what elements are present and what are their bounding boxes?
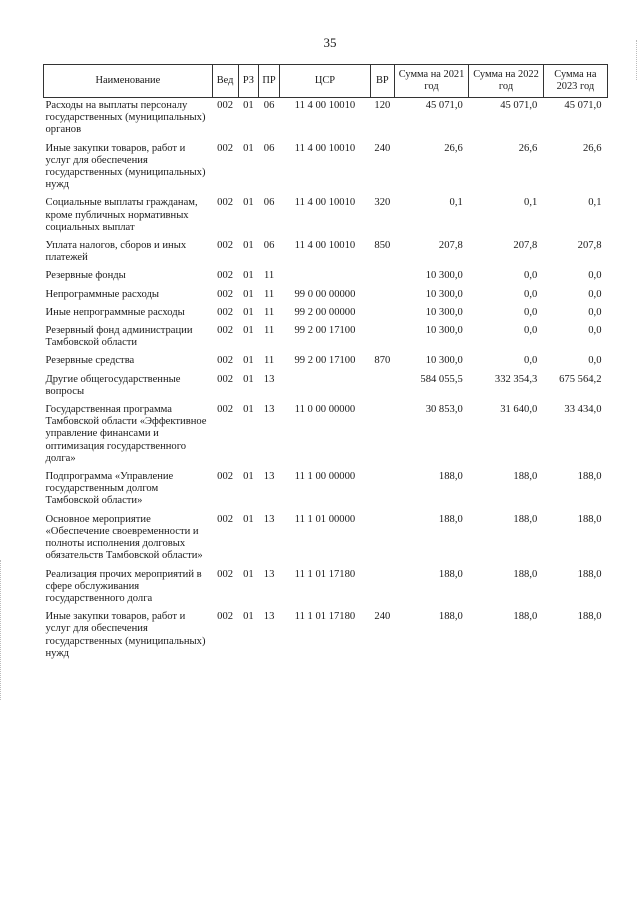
header-rz: РЗ (238, 65, 259, 98)
cell-ved: 002 (217, 355, 234, 367)
cell-sum-2022: 188,0 (513, 611, 538, 623)
cell-rz: 01 (243, 568, 254, 580)
cell-pr: 11 (263, 288, 275, 300)
cell-csr: 11 1 01 17180 (294, 568, 356, 580)
cell-sum-2022: 45 071,0 (500, 100, 538, 111)
cell-sum-2022: 0,1 (524, 197, 538, 209)
table-row (44, 287, 608, 305)
cell-vr: 240 (374, 142, 391, 154)
cell-sum-2023: 0,0 (588, 288, 602, 300)
cell-sum-2023: 675 564,2 (559, 373, 602, 385)
cell-rz: 01 (243, 611, 254, 623)
cell-vr (370, 287, 394, 305)
header-2021: Сумма на 2021 год (394, 65, 469, 98)
cell-sum-2021: 45 071,0 (425, 100, 463, 111)
cell-sum-2021: 584 055,5 (420, 373, 463, 385)
cell-rz: 01 (243, 142, 254, 154)
cell-pr: 06 (263, 100, 275, 111)
table-row (44, 353, 608, 371)
header-2023: Сумма на 2023 год (543, 65, 607, 98)
cell-vr (370, 305, 394, 323)
cell-sum-2022: 0,0 (524, 270, 538, 282)
cell-sum-2023: 188,0 (577, 513, 602, 525)
cell-pr: 13 (263, 373, 275, 385)
cell-rz: 01 (243, 513, 254, 525)
cell-sum-2022: 188,0 (513, 471, 538, 483)
cell-pr: 11 (263, 325, 275, 337)
cell-sum-2021: 30 853,0 (425, 404, 463, 416)
cell-sum-2021: 188,0 (438, 471, 463, 483)
cell-vr (370, 323, 394, 353)
cell-ved: 002 (217, 100, 234, 111)
cell-sum-2023: 0,1 (588, 197, 602, 209)
page-number: 35 (323, 35, 337, 50)
cell-ved: 002 (217, 513, 234, 525)
cell-sum-2023: 188,0 (577, 471, 602, 483)
cell-vr (370, 469, 394, 512)
cell-sum-2021: 188,0 (438, 611, 463, 623)
cell-name: Резервные фонды (45, 270, 126, 282)
cell-pr: 06 (263, 142, 275, 154)
cell-csr: 11 1 01 00000 (294, 513, 356, 525)
header-ved: Вед (212, 65, 238, 98)
cell-rz: 01 (243, 471, 254, 483)
cell-ved: 002 (217, 471, 234, 483)
cell-sum-2021: 10 300,0 (425, 325, 463, 337)
cell-ved: 002 (217, 142, 234, 154)
cell-sum-2022: 188,0 (513, 513, 538, 525)
cell-name: Иные закупки товаров, работ и услуг для обеспечения государственных (муниципальных) нужд (45, 142, 206, 191)
table-row (44, 372, 608, 402)
cell-rz: 01 (243, 270, 254, 282)
cell-name: Реализация прочих мероприятий в сфере обслуживания государственного долга (45, 568, 202, 604)
cell-vr: 240 (374, 611, 391, 623)
cell-sum-2023: 0,0 (588, 355, 602, 367)
cell-name: Другие общегосударственные вопросы (45, 373, 181, 397)
cell-name: Непрограммные расходы (45, 288, 159, 300)
cell-pr: 06 (263, 197, 275, 209)
cell-csr: 11 1 00 00000 (294, 471, 356, 483)
cell-name: Основное мероприятие «Обеспечение своевременности и полноты исполнения долговых обязательств Тамбовской области» (45, 513, 203, 562)
cell-ved: 002 (217, 288, 234, 300)
cell-vr (370, 567, 394, 610)
cell-ved: 002 (217, 240, 234, 252)
cell-rz: 01 (243, 404, 254, 416)
cell-name: Подпрограмма «Управление государственным долгом Тамбовской области» (45, 471, 174, 507)
cell-name: Резервные средства (45, 355, 135, 367)
cell-name: Расходы на выплаты персоналу государственных (муниципальных) органов (45, 100, 206, 136)
header-csr: ЦСР (279, 65, 370, 98)
cell-pr: 11 (263, 355, 275, 367)
cell-vr: 850 (374, 240, 391, 252)
scan-edge-mark (0, 560, 2, 700)
cell-sum-2021: 0,1 (449, 197, 463, 209)
cell-sum-2021: 10 300,0 (425, 355, 463, 367)
cell-sum-2022: 31 640,0 (500, 404, 538, 416)
cell-rz: 01 (243, 288, 254, 300)
table-row (44, 469, 608, 512)
cell-vr: 320 (374, 197, 391, 209)
cell-csr: 99 2 00 00000 (294, 306, 356, 318)
cell-csr (279, 372, 370, 402)
cell-name: Иные закупки товаров, работ и услуг для обеспечения государственных (муниципальных) нужд (45, 611, 206, 659)
cell-ved: 002 (217, 568, 234, 580)
cell-csr: 11 1 01 17180 (294, 611, 356, 623)
cell-sum-2023: 0,0 (588, 270, 602, 282)
cell-rz: 01 (243, 197, 254, 209)
table-row (44, 609, 608, 664)
cell-pr: 11 (263, 306, 275, 318)
cell-pr: 11 (263, 270, 275, 282)
cell-name: Уплата налогов, сборов и иных платежей (45, 240, 187, 264)
cell-sum-2021: 10 300,0 (425, 306, 463, 318)
cell-sum-2023: 0,0 (588, 325, 602, 337)
header-pr: ПР (259, 65, 280, 98)
cell-sum-2023: 45 071,0 (564, 100, 602, 111)
cell-sum-2021: 207,8 (438, 240, 463, 252)
cell-sum-2023: 207,8 (577, 240, 602, 252)
table-row (44, 98, 608, 141)
cell-sum-2021: 188,0 (438, 568, 463, 580)
cell-sum-2021: 10 300,0 (425, 288, 463, 300)
cell-pr: 13 (263, 611, 275, 623)
cell-sum-2022: 0,0 (524, 288, 538, 300)
cell-rz: 01 (243, 100, 254, 111)
cell-sum-2021: 10 300,0 (425, 270, 463, 282)
table-row (44, 512, 608, 567)
cell-ved: 002 (217, 404, 234, 416)
header-2022: Сумма на 2022 год (469, 65, 544, 98)
cell-rz: 01 (243, 306, 254, 318)
table-row (44, 195, 608, 238)
cell-sum-2022: 207,8 (513, 240, 538, 252)
cell-csr: 11 4 00 10010 (294, 197, 356, 209)
cell-sum-2022: 0,0 (524, 355, 538, 367)
cell-ved: 002 (217, 373, 234, 385)
cell-name: Социальные выплаты гражданам, кроме публичных нормативных социальных выплат (45, 197, 198, 233)
table-row (44, 567, 608, 610)
cell-csr: 99 0 00 00000 (294, 288, 356, 300)
cell-csr (279, 268, 370, 286)
cell-sum-2022: 188,0 (513, 568, 538, 580)
table-row (44, 238, 608, 268)
cell-name: Резервный фонд администрации Тамбовской области (45, 325, 193, 349)
cell-name: Государственная программа Тамбовской области «Эффективное управление финансами и оптимизация государственного долга» (45, 404, 207, 464)
cell-vr (370, 512, 394, 567)
cell-sum-2021: 26,6 (444, 142, 463, 154)
budget-table (43, 64, 608, 664)
cell-pr: 13 (263, 471, 275, 483)
cell-vr (370, 402, 394, 469)
cell-sum-2023: 33 434,0 (564, 404, 602, 416)
table-row (44, 305, 608, 323)
table-row (44, 402, 608, 469)
header-vr: ВР (370, 65, 394, 98)
cell-vr: 120 (374, 100, 391, 111)
cell-rz: 01 (243, 373, 254, 385)
cell-vr: 870 (374, 355, 391, 367)
cell-ved: 002 (217, 306, 234, 318)
cell-rz: 01 (243, 355, 254, 367)
cell-sum-2022: 0,0 (524, 325, 538, 337)
cell-ved: 002 (217, 325, 234, 337)
cell-name: Иные непрограммные расходы (45, 306, 185, 318)
cell-pr: 13 (263, 568, 275, 580)
cell-sum-2022: 332 354,3 (494, 373, 538, 385)
table-header-row (44, 65, 608, 98)
table-row (44, 268, 608, 286)
cell-ved: 002 (217, 611, 234, 623)
table-row (44, 323, 608, 353)
cell-vr (370, 268, 394, 286)
cell-pr: 13 (263, 404, 275, 416)
scan-corner-mark (636, 40, 638, 80)
cell-sum-2023: 0,0 (588, 306, 602, 318)
cell-csr: 11 4 00 10010 (294, 240, 356, 252)
cell-sum-2023: 188,0 (577, 568, 602, 580)
cell-csr: 11 0 00 00000 (294, 404, 356, 416)
cell-sum-2022: 0,0 (524, 306, 538, 318)
cell-sum-2023: 188,0 (577, 611, 602, 623)
cell-pr: 06 (263, 240, 275, 252)
cell-csr: 11 4 00 10010 (294, 142, 356, 154)
table-body (44, 98, 608, 664)
table-row (44, 141, 608, 196)
cell-csr: 99 2 00 17100 (294, 355, 356, 367)
cell-csr: 11 4 00 10010 (294, 100, 356, 111)
cell-sum-2022: 26,6 (518, 142, 538, 154)
cell-vr (370, 372, 394, 402)
cell-pr: 13 (263, 513, 275, 525)
header-name: Наименование (44, 65, 213, 98)
cell-sum-2021: 188,0 (438, 513, 463, 525)
cell-rz: 01 (243, 325, 254, 337)
cell-csr: 99 2 00 17100 (294, 325, 356, 337)
cell-rz: 01 (243, 240, 254, 252)
cell-ved: 002 (217, 197, 234, 209)
cell-sum-2023: 26,6 (582, 142, 602, 154)
cell-ved: 002 (217, 270, 234, 282)
